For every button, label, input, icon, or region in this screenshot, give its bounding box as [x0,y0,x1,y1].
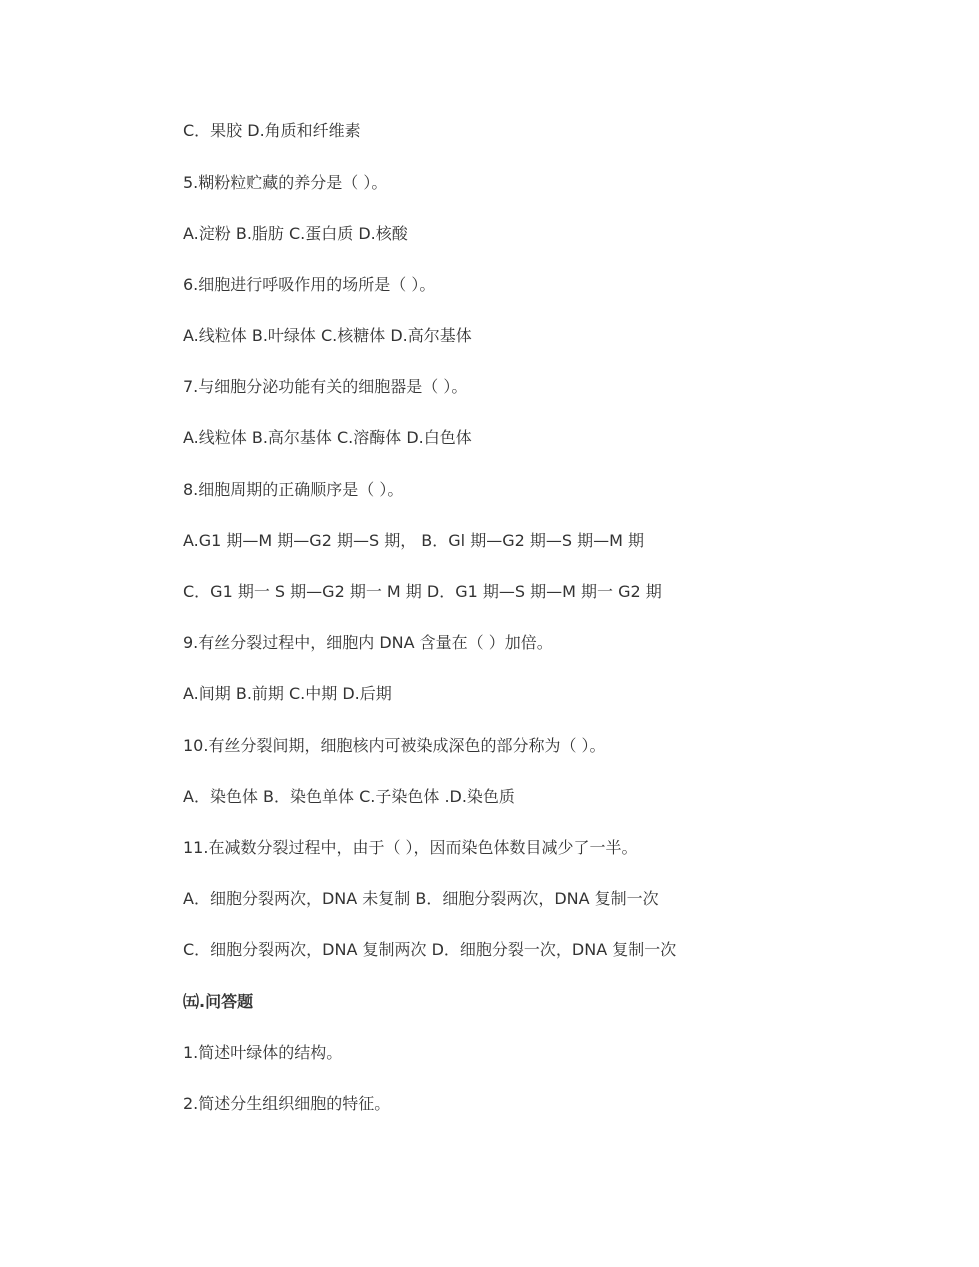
option-line: A.线粒体 B.叶绿体 C.核糖体 D.高尔基体 [183,326,472,345]
option-line: A.G1 期—M 期—G2 期—S 期， B．Gl 期—G2 期—S 期—M 期 [183,531,645,550]
option-line: A．细胞分裂两次，DNA 未复制 B．细胞分裂两次，DNA 复制一次 [183,889,659,908]
option-line: C．果胶 D.角质和纤维素 [183,121,361,140]
option-line: A.淀粉 B.脂肪 C.蛋白质 D.核酸 [183,224,408,243]
essay-question: 1.简述叶绿体的结构。 [183,1043,343,1062]
question-line: 8.细胞周期的正确顺序是（ ）。 [183,480,404,499]
question-line: 11.在减数分裂过程中，由于（ ），因而染色体数目减少了一半。 [183,838,638,857]
option-line: C．细胞分裂两次，DNA 复制两次 D．细胞分裂一次，DNA 复制一次 [183,940,677,959]
section-heading: ㈤.问答题 [183,992,254,1011]
option-line: A．染色体 B．染色单体 C.子染色体 .D.染色质 [183,787,515,806]
option-line: A.线粒体 B.高尔基体 C.溶酶体 D.白色体 [183,428,472,447]
option-line: C．G1 期一 S 期—G2 期一 M 期 D．G1 期—S 期—M 期一 G2 期 [183,582,662,601]
question-line: 10.有丝分裂间期，细胞核内可被染成深色的部分称为（ ）。 [183,736,606,755]
question-line: 9.有丝分裂过程中，细胞内 DNA 含量在（ ）加倍。 [183,633,553,652]
question-line: 7.与细胞分泌功能有关的细胞器是（ ）。 [183,377,468,396]
option-line: A.间期 B.前期 C.中期 D.后期 [183,684,392,703]
question-line: 5.糊粉粒贮藏的养分是（ ）。 [183,173,388,192]
question-line: 6.细胞进行呼吸作用的场所是（ ）。 [183,275,436,294]
essay-question: 2.简述分生组织细胞的特征。 [183,1094,391,1113]
